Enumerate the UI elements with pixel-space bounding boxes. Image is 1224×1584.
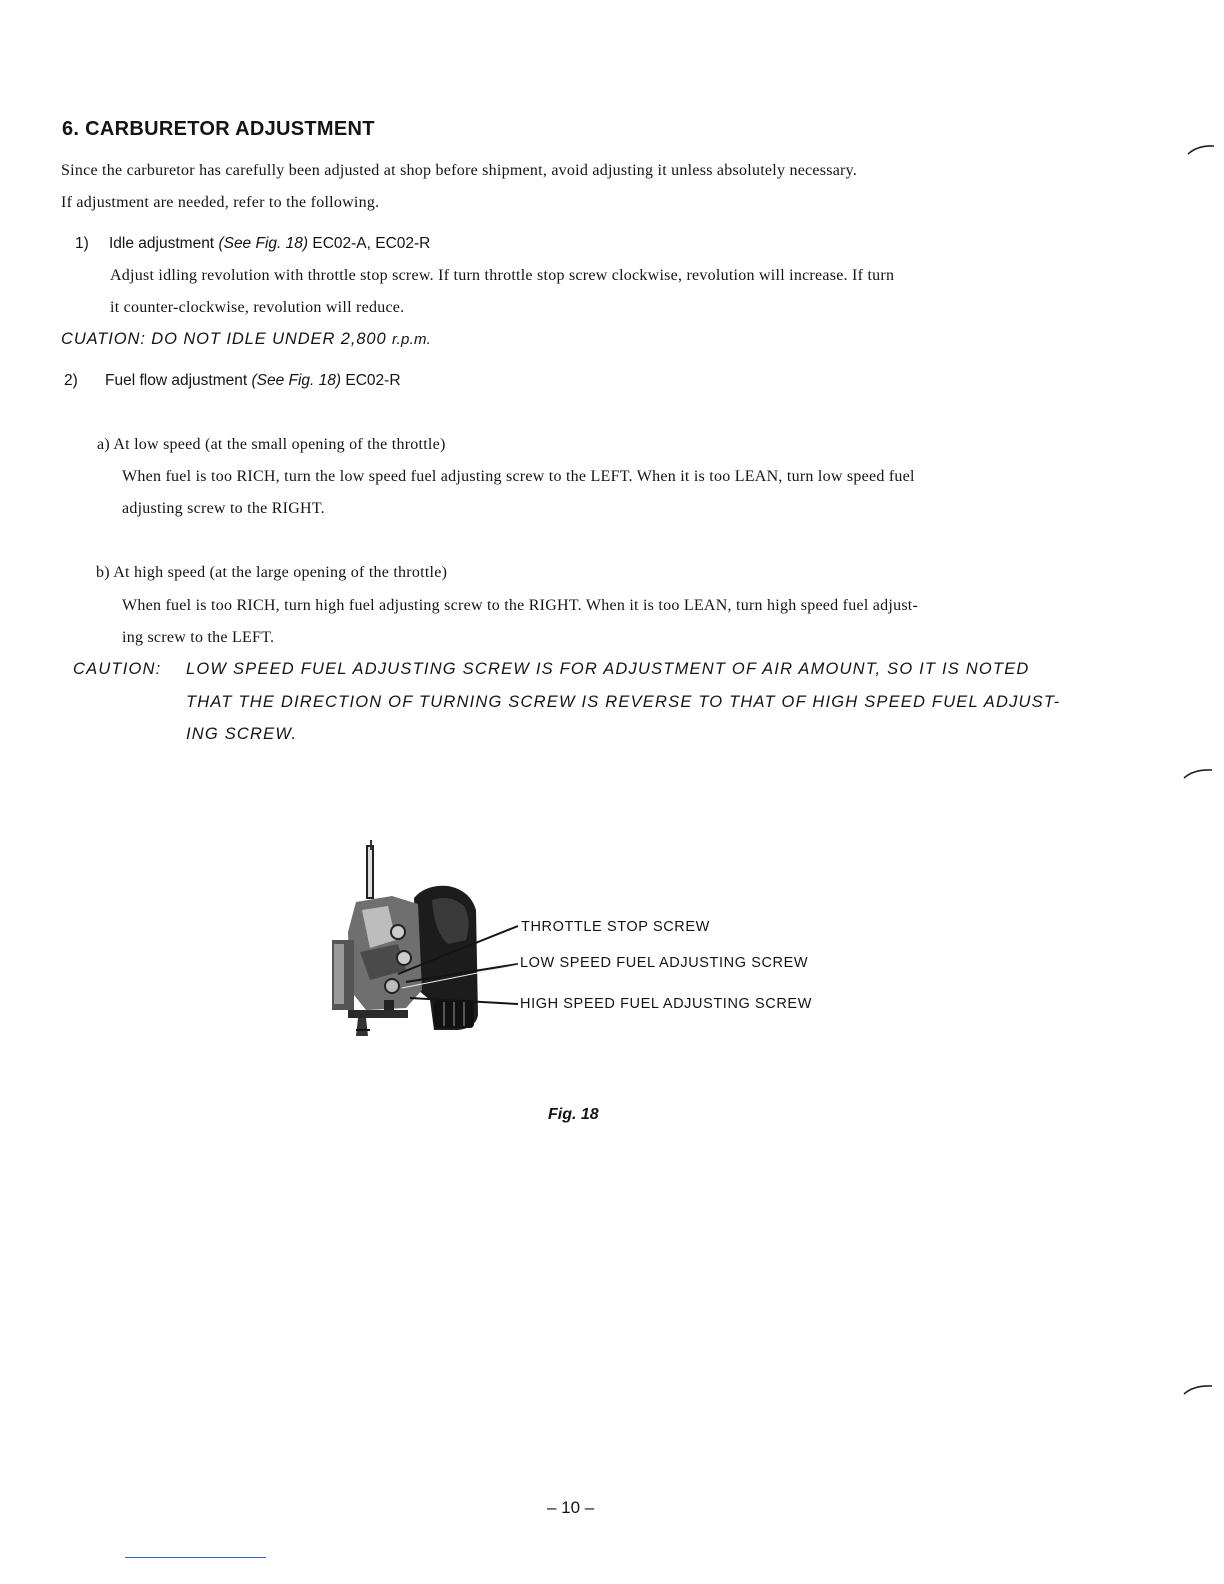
fuel-caution-label: CAUTION: — [73, 660, 162, 678]
label-low-speed-screw: LOW SPEED FUEL ADJUSTING SCREW — [520, 955, 809, 971]
idle-caution-unit: r.p.m. — [392, 331, 432, 348]
idle-caution — [61, 330, 431, 349]
idle-number: 1) — [75, 235, 89, 252]
fuel-fig-ref: (See Fig. 18) — [251, 372, 342, 389]
high-speed-heading — [96, 564, 447, 582]
idle-models: EC02-A, EC02-R — [312, 235, 431, 252]
idle-heading-text: Idle adjustment — [109, 235, 215, 252]
intro-line-2: If adjustment are needed, refer to the following. — [61, 194, 380, 211]
low-speed-heading — [97, 436, 446, 454]
fuel-heading — [64, 372, 401, 390]
fuel-caution-line-2: THAT THE DIRECTION OF TURNING SCREW IS REVERSE TO THAT OF HIGH SPEED FUEL ADJUST- — [186, 693, 1061, 711]
section-title: 6. CARBURETOR ADJUSTMENT — [62, 118, 375, 140]
margin-mark-top — [1186, 142, 1216, 156]
idle-caution-text: DO NOT IDLE UNDER 2,800 — [151, 330, 387, 348]
footer-rule — [125, 1557, 266, 1558]
high-speed-line-1: When fuel is too RICH, turn high fuel adjusting screw to the RIGHT. When it is too LEAN, turn high speed fuel adjust- — [122, 597, 919, 614]
fuel-models: EC02-R — [345, 372, 401, 389]
fuel-heading-text: Fuel flow adjustment — [105, 372, 248, 389]
low-speed-line-2: adjusting screw to the RIGHT. — [122, 500, 325, 517]
figure-caption: Fig. 18 — [548, 1106, 599, 1123]
page-number: – 10 – — [547, 1498, 595, 1517]
idle-heading — [75, 235, 430, 253]
high-speed-label: b) — [96, 564, 110, 581]
label-high-speed-screw: HIGH SPEED FUEL ADJUSTING SCREW — [520, 996, 812, 1012]
low-speed-line-1: When fuel is too RICH, turn the low speed fuel adjusting screw to the LEFT. When it is too LEAN, turn low speed fuel — [122, 468, 915, 485]
idle-caution-label: CUATION: — [61, 330, 146, 348]
label-throttle-stop-screw: THROTTLE STOP SCREW — [521, 919, 710, 935]
high-speed-heading-text: At high speed (at the large opening of the throttle) — [113, 564, 448, 581]
low-speed-label: a) — [97, 436, 110, 453]
low-speed-heading-text: At low speed (at the small opening of the throttle) — [113, 436, 446, 453]
idle-text-line-1: Adjust idling revolution with throttle stop screw. If turn throttle stop screw clockwise, revolution will increase. If turn — [110, 267, 895, 284]
leader-lines — [380, 918, 525, 1010]
intro-line-1: Since the carburetor has carefully been adjusted at shop before shipment, avoid adjusting it unless absolutely necessary. — [61, 162, 858, 179]
idle-fig-ref: (See Fig. 18) — [218, 235, 309, 252]
margin-mark-middle — [1182, 766, 1214, 780]
high-speed-line-2: ing screw to the LEFT. — [122, 629, 275, 646]
fuel-caution-line-3: ING SCREW. — [186, 725, 298, 743]
margin-mark-bottom — [1182, 1382, 1214, 1396]
fuel-caution-line-1: LOW SPEED FUEL ADJUSTING SCREW IS FOR ADJUSTMENT OF AIR AMOUNT, SO IT IS NOTED — [186, 660, 1030, 678]
idle-text-line-2: it counter-clockwise, revolution will reduce. — [110, 299, 405, 316]
fuel-number: 2) — [64, 372, 78, 389]
